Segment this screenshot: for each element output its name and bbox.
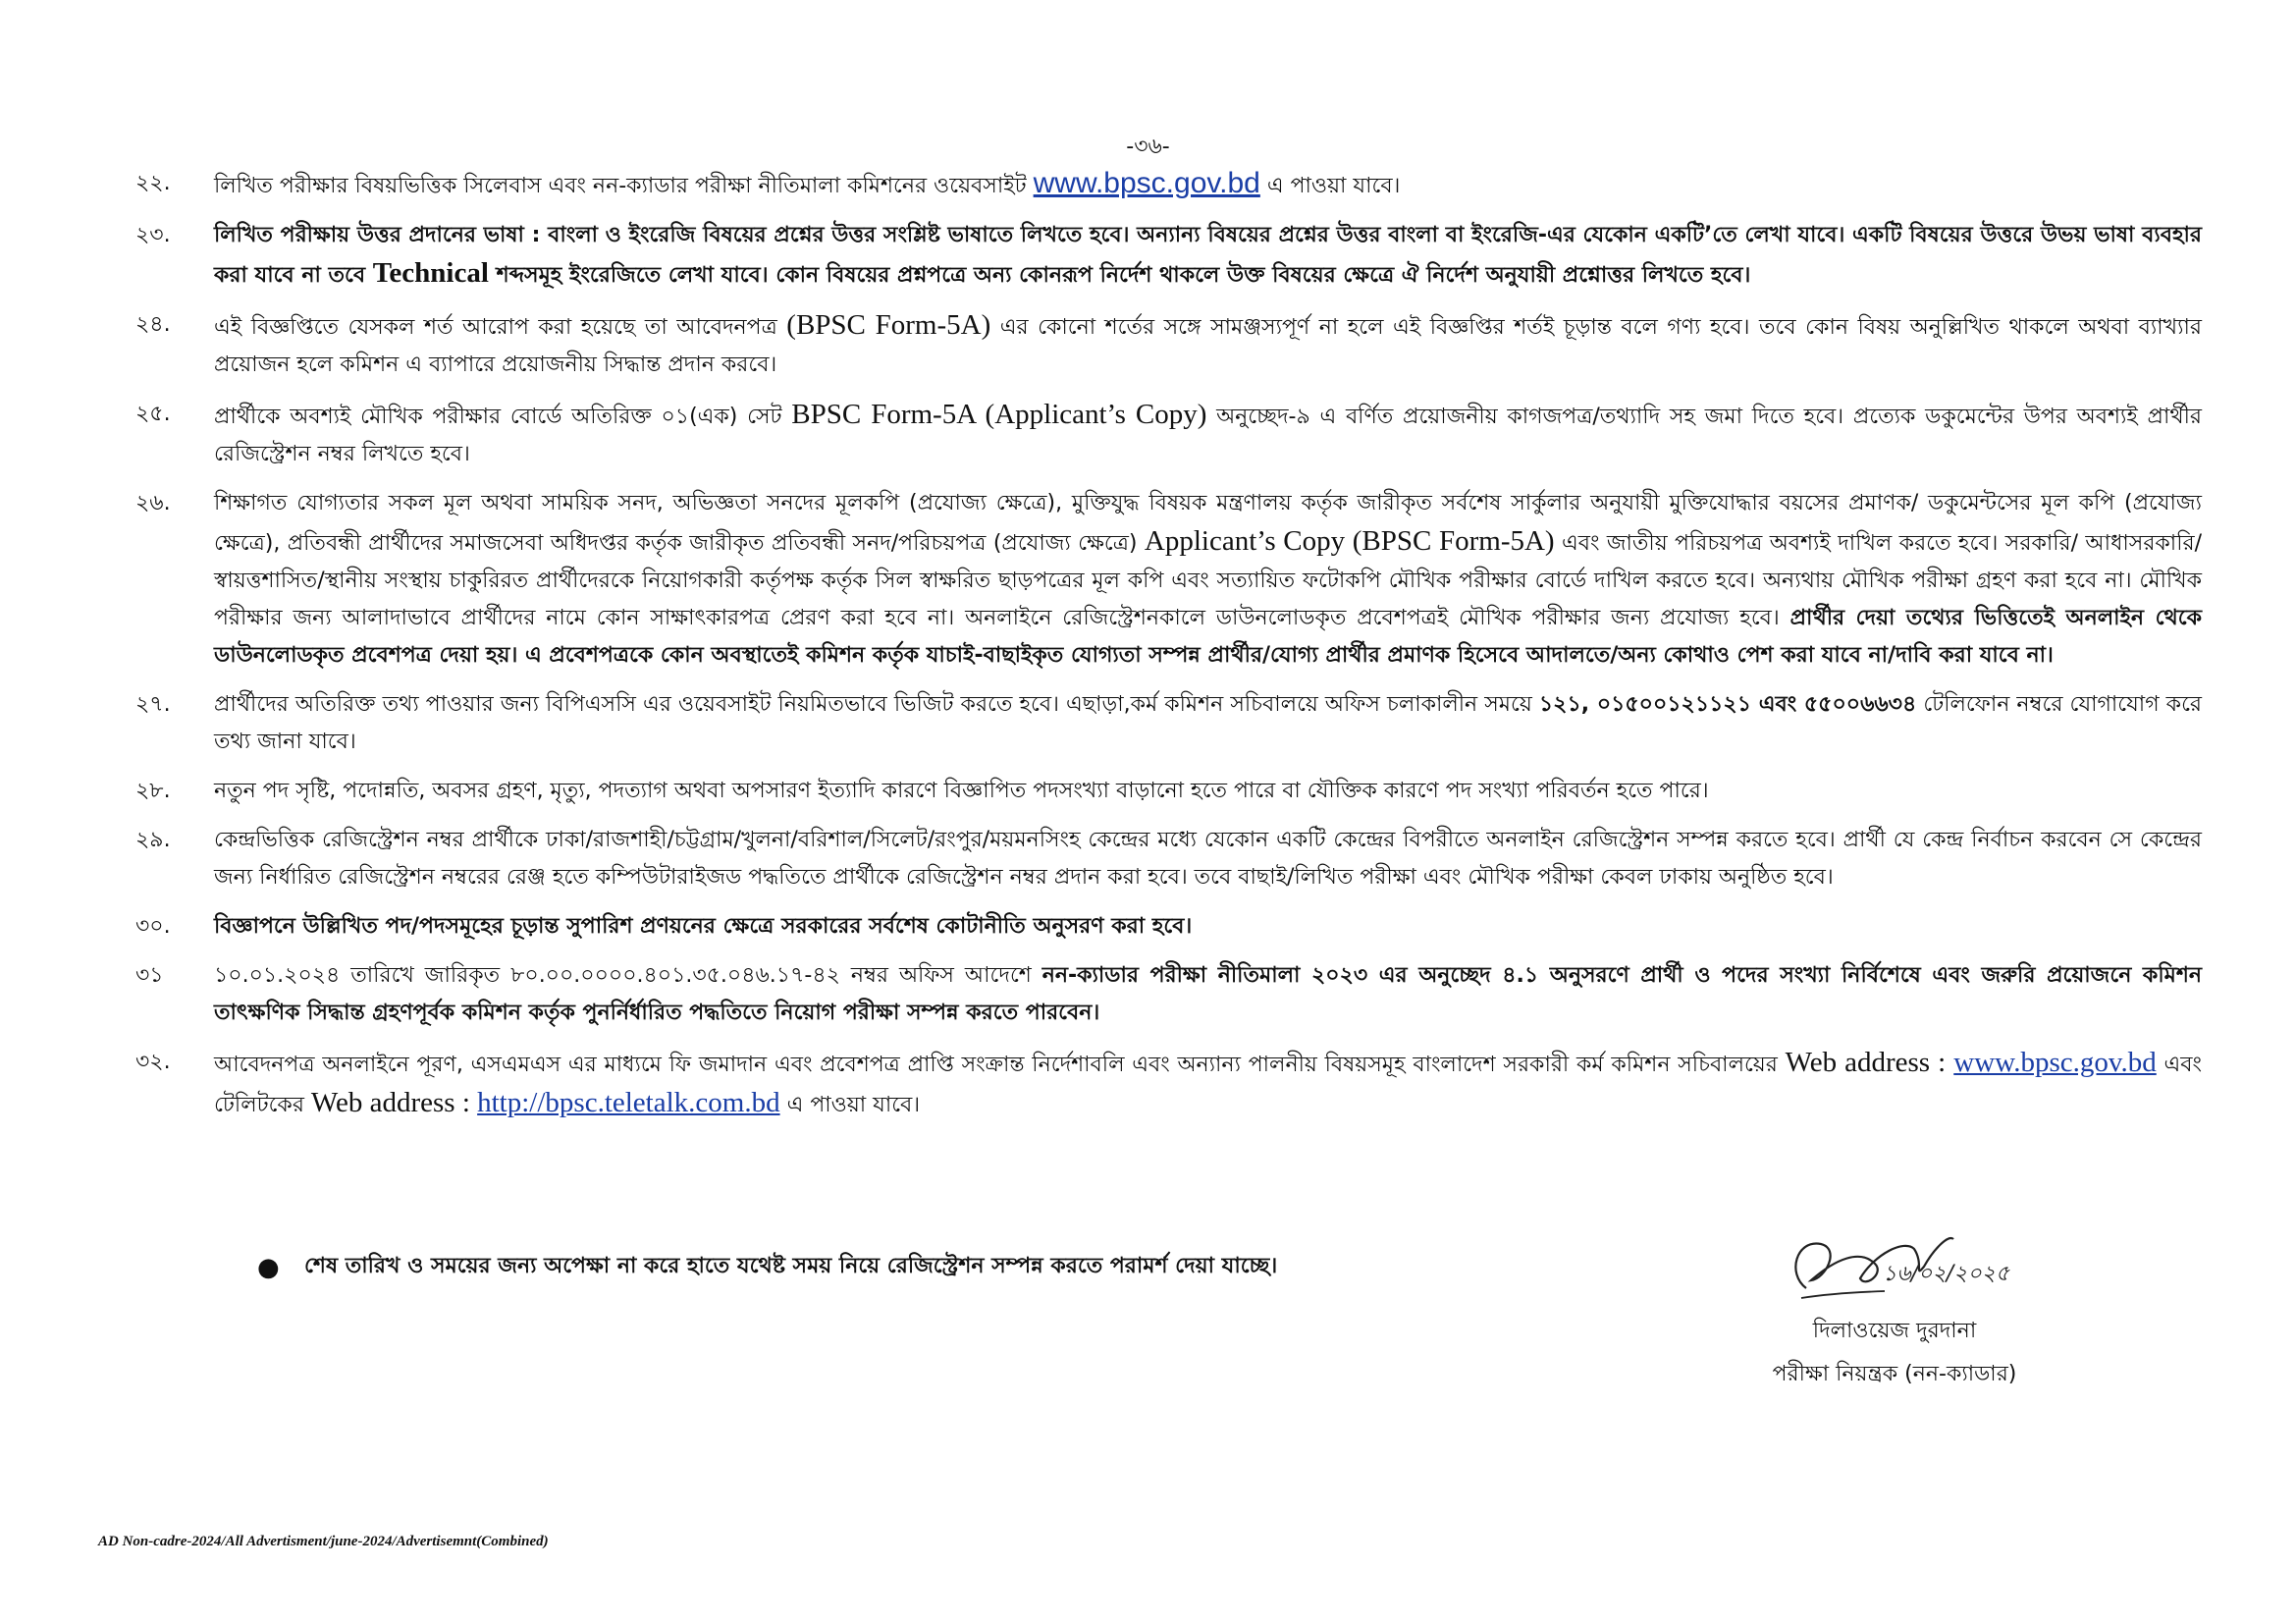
item-text-english: : [1930,1047,1954,1078]
item-text-part: লিখিত পরীক্ষার বিষয়ভিত্তিক সিলেবাস এবং নন-ক্যাডার পরীক্ষা নীতিমালা কমিশনের ওয়েবসাইট [214,174,1034,198]
item-text-part: প্রার্থীদের অতিরিক্ত তথ্য পাওয়ার জন্য বিপিএসসি এর ওয়েবসাইট নিয়মিতভাবে ভিজিট করতে হবে। এছাড়া,কর্ম কমিশন সচিবালয়ে অফিস চলাকালীন সময়ে [214,692,1539,717]
item-text-part: কেন্দ্রভিত্তিক রেজিস্ট্রেশন নম্বর প্রার্থীকে ঢাকা/রাজশাহী/চট্টগ্রাম/খুলনা/বরিশাল/সিলেট/রংপুর/ময়মনসিংহ কেন্দ্রের মধ্যে যেকোন একটি কেন্দ্রের বিপরীতে অনলাইন রেজিস্ট্রেশন সম্পন্ন করতে হবে। প্রার্থী যে কেন্দ্র নির্বাচন করবেন সে কেন্দ্রের জন্য নির্ধারিত রেজিস্ট্রেশন নম্বরের রেঞ্জ হতে কম্পিউটারাইজড পদ্ধতিতে প্রার্থীকে রেজিস্ট্রেশন নম্বর প্রদান করা হবে। তবে বাছাই/লিখিত পরীক্ষা এবং মৌখিক পরীক্ষা কেবল ঢাকায় অনুষ্ঠিত হবে। [214,828,2202,890]
item-number: ৩২. [135,1050,171,1074]
signature-block [1728,1219,2061,1394]
item-text-part: এ পাওয়া যাবে। [779,1093,921,1117]
item-text-english: Web address [1785,1047,1931,1078]
item-number: ৩১ [135,963,164,988]
item-text-english: BPSC Form-5A (Applicant’s Copy) [791,399,1207,430]
page-number: -৩৬- [1126,135,1170,159]
item-text [214,773,2202,810]
item-number: ২৮. [135,779,171,803]
item-number: ২৭. [135,692,171,717]
advice-text: শেষ তারিখ ও সময়ের জন্য অপেক্ষা না করে হাতে যথেষ্ট সময় নিয়ে রেজিস্ট্রেশন সম্পন্ন করতে পরামর্শ দেয়া যাচ্ছে। [304,1254,1278,1278]
item-text-part: লিখিত পরীক্ষায় উত্তর প্রদানের ভাষা : বাংলা ও ইংরেজি বিষয়ের প্রশ্নের উত্তর সংশ্লিষ্ট ভাষাতে লিখতে হবে। অন্যান্য বিষয়ের প্রশ্নের উত্তর বাংলা বা ইংরেজি-এর যেকোন একটি’তে লেখা যাবে। একটি বিষয়ের উত্তরে উভয় ভাষা ব্যবহার করা যাবে না তবে [214,223,2202,288]
teletalk-website-link[interactable]: http://bpsc.teletalk.com.bd [477,1087,780,1118]
item-number: ২২. [135,171,171,195]
signatory-designation: পরীক্ষা নিয়ন্ত্রক (নন-ক্যাডার) [1772,1362,2017,1386]
item-number: ২৬. [135,491,171,515]
list-item-22 [135,165,2202,205]
list-item-32 [135,1044,2202,1124]
bpsc-website-link[interactable]: www.bpsc.gov.bd [1953,1047,2157,1078]
item-text-part: এবং টেলিটকের [214,1053,2202,1117]
item-text-part: এই বিজ্ঞপ্তিতে যেসকল শর্ত আরোপ করা হয়েছে তা আবেদনপত্র [214,315,787,340]
list-item-25 [135,396,2202,473]
item-text [214,396,2202,473]
advice-bullet [257,1249,1681,1285]
signatory-name: দিলাওয়েজ দুরদানা [1812,1319,1977,1343]
item-text [214,822,2202,896]
item-text [214,217,2202,295]
list-item-29 [135,822,2202,896]
item-number: ৩০. [135,914,171,939]
list-item-23 [135,217,2202,295]
bullet-icon: ● [257,1252,280,1282]
signature-date: ১৬/০২/২০২৫ [1883,1262,2010,1286]
item-text [214,165,2202,205]
item-text [214,485,2202,675]
list-item-27 [135,686,2202,761]
list-item-24 [135,306,2202,384]
item-text [214,306,2202,384]
item-text-part: শব্দসমূহ ইংরেজিতে লেখা যাবে। কোন বিষয়ের প্রশ্নপত্রে অন্য কোনরূপ নির্দেশ থাকলে উক্ত বিষয়ের ক্ষেত্রে ঐ নির্দেশ অনুযায়ী প্রশ্নোত্তর লিখতে হবে। [488,263,1751,288]
bpsc-website-link[interactable]: www.bpsc.gov.bd [1033,167,1260,199]
item-text-bold: নন-ক্যাডার পরীক্ষা নীতিমালা ২০২৩ এর অনুচ্ছেদ ৪.১ অনুসরণে প্রার্থী ও পদের সংখ্যা নির্বিশেষে এবং জরুরি প্রয়োজনে কমিশন তাৎক্ষণিক সিদ্ধান্ত গ্রহণপূর্বক কমিশন কর্তৃক পুনর্নির্ধারিত পদ্ধতিতে নিয়োগ পরীক্ষা সম্পন্ন করতে পারবেন। [214,963,2202,1025]
instruction-list [135,165,2202,1136]
item-number: ২৪. [135,312,171,337]
item-text-english: Applicant’s Copy (BPSC Form-5A) [1144,525,1555,557]
item-number: ২৩. [135,223,171,247]
item-text [214,1044,2202,1124]
signature-image [1767,1219,2022,1308]
item-number: ২৯. [135,828,171,852]
item-text-english: Technical [372,257,489,289]
item-text-part: নতুন পদ সৃষ্টি, পদোন্নতি, অবসর গ্রহণ, মৃত্যু, পদত্যাগ অথবা অপসারণ ইত্যাদি কারণে বিজ্ঞাপিত পদসংখ্যা বাড়ানো হতে পারে বা যৌক্তিক কারণে পদ সংখ্যা পরিবর্তন হতে পারে। [214,779,1709,803]
item-text-english: (BPSC Form-5A) [786,309,991,341]
item-text [214,957,2202,1032]
item-text-part: প্রার্থীকে অবশ্যই মৌখিক পরীক্ষার বোর্ডে অতিরিক্ত ০১(এক) সেট [214,405,792,429]
item-text-part: টেলিফোন নম্বরে যোগাযোগ করে তথ্য জানা যাবে। [214,692,2203,754]
item-text-part: এবং জাতীয় পরিচয়পত্র অবশ্যই দাখিল করতে হবে। সরকারি/ আধাসরকারি/স্বায়ত্তশাসিত/স্থানীয় সংস্থায় চাকুরিরত প্রার্থীদেরকে নিয়োগকারী কর্তৃপক্ষ কর্তৃক সিল স্বাক্ষরিত ছাড়পত্রের মূল কপি এবং সত্যায়িত ফটোকপি মৌখিক পরীক্ষার বোর্ডে দাখিল করতে হবে। অন্যথায় মৌখিক পরীক্ষা গ্রহণ করা হবে না। মৌখিক পরীক্ষার জন্য আলাদাভাবে প্রার্থীদের নামে কোন সাক্ষাৎকারপত্র প্রেরণ করা হবে না। অনলাইনে রেজিস্ট্রেশনকালে ডাউনলোডকৃত প্রবেশপত্রই মৌখিক পরীক্ষার জন্য প্রযোজ্য হবে। [214,531,2202,630]
item-text-part: শিক্ষাগত যোগ্যতার সকল মূল অথবা সাময়িক সনদ, অভিজ্ঞতা সনদের মূলকপি (প্রযোজ্য ক্ষেত্রে), মুক্তিযুদ্ধ বিষয়ক মন্ত্রণালয় কর্তৃক জারীকৃত সর্বশেষ সার্কুলার অনুযায়ী মুক্তিযোদ্ধার বয়সের প্রমাণক/ ডকুমেন্টসের মূল কপি (প্রযোজ্য ক্ষেত্রে), প্রতিবন্ধী প্রার্থীদের সমাজসেবা অধিদপ্তর কর্তৃক জারীকৃত প্রতিবন্ধী সনদ/পরিচয়পত্র (প্রযোজ্য ক্ষেত্রে) [214,491,2202,556]
item-text-part: এ পাওয়া যাবে। [1259,174,1401,198]
item-text-part: এর কোনো শর্তের সঙ্গে সামঞ্জস্যপূর্ণ না হলে এই বিজ্ঞপ্তির শর্তই চূড়ান্ত বলে গণ্য হবে। তবে কোন বিষয় অনুল্লিখিত থাকলে অথবা ব্যাখ্যার প্রয়োজন হলে কমিশন এ ব্যাপারে প্রয়োজনীয় সিদ্ধান্ত প্রদান করবে। [214,315,2202,377]
item-text-bold: বিজ্ঞাপনে উল্লিখিত পদ/পদসমূহের চূড়ান্ত সুপারিশ প্রণয়নের ক্ষেত্রে সরকারের সর্বশেষ কোটানীতি অনুসরণ করা হবে। [214,914,1193,939]
item-text-bold: প্রার্থীর দেয়া তথ্যের ভিত্তিতেই অনলাইন থেকে ডাউনলোডকৃত প্রবেশপত্র দেয়া হয়। এ প্রবেশপত্রকে কোন অবস্থাতেই কমিশন কর্তৃক যাচাই-বাছাইকৃত যোগ্যতা সম্পন্ন প্রার্থীর/যোগ্য প্রার্থীর প্রমাণক হিসেবে আদালতে/অন্য কোথাও পেশ করা যাবে না/দাবি করা যাবে না। [214,606,2202,668]
item-text [214,686,2202,761]
item-text-part: ১০.০১.২০২৪ তারিখে জারিকৃত ৮০.০০.০০০০.৪০১.৩৫.০৪৬.১৭-৪২ নম্বর অফিস আদেশে [214,963,1042,988]
item-text [214,908,2202,946]
footer-path: AD Non-cadre-2024/All Advertisment/june-2024/Advertisemnt(Combined) [98,1534,549,1549]
list-item-31 [135,957,2202,1032]
phone-numbers: ১২১, ০১৫০০১২১১২১ এবং ৫৫০০৬৬৩৪ [1538,692,1917,717]
list-item-30 [135,908,2202,946]
item-text-english: Web address : [310,1087,478,1118]
list-item-28 [135,773,2202,810]
list-item-26 [135,485,2202,675]
item-text-part: অনুচ্ছেদ-৯ এ বর্ণিত প্রয়োজনীয় কাগজপত্র/তথ্যাদি সহ জমা দিতে হবে। প্রত্যেক ডকুমেন্টের উপর অবশ্যই প্রার্থীর রেজিস্ট্রেশন নম্বর লিখতে হবে। [214,405,2202,466]
item-number: ২৫. [135,402,171,426]
item-text-part: আবেদনপত্র অনলাইনে পূরণ, এসএমএস এর মাধ্যমে ফি জমাদান এবং প্রবেশপত্র প্রাপ্তি সংক্রান্ত নির্দেশাবলি এবং অন্যান্য পালনীয় বিষয়সমূহ বাংলাদেশ সরকারী কর্ম কমিশন সচিবালয়ের [214,1053,1786,1077]
